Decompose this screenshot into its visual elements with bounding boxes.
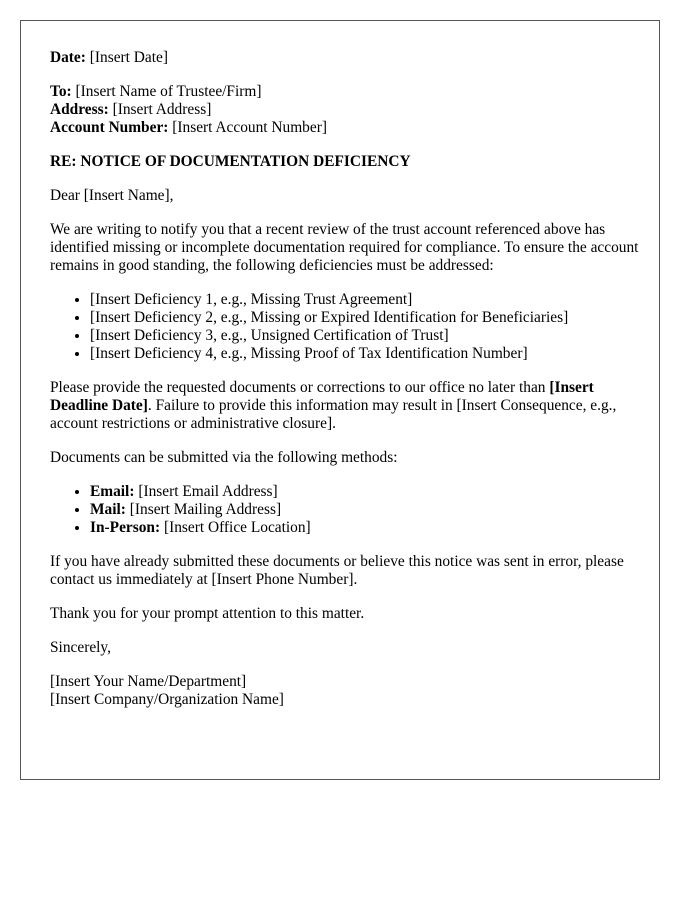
signature-name: [Insert Your Name/Department] (50, 673, 247, 690)
list-item: • [Insert Deficiency 2, e.g., Missing or Expired Identification for Beneficiaries] (90, 309, 640, 327)
deadline-text-after: . Failure to provide this information may result in [Insert Consequence, e.g., account restrictions or administrative closure]. (50, 397, 617, 432)
deficiency-list (50, 291, 640, 363)
method-label: In-Person: (90, 519, 161, 536)
deadline-text-before: Please provide the requested documents or corrections to our office no later than (50, 379, 550, 396)
method-value: [Insert Email Address] (134, 483, 278, 500)
to-value: [Insert Name of Trustee/Firm] (71, 83, 262, 100)
signature-block (50, 673, 640, 709)
salutation: Dear [Insert Name], (50, 187, 174, 204)
method-label: Mail: (90, 501, 126, 518)
address-label: Address: (50, 101, 109, 118)
recipient-block (50, 83, 640, 137)
method-value: [Insert Office Location] (160, 519, 311, 536)
account-value: [Insert Account Number] (168, 119, 327, 136)
subject-text: RE: NOTICE OF DOCUMENTATION DEFICIENCY (50, 153, 411, 170)
list-item (90, 519, 640, 537)
recipient-to (50, 83, 640, 101)
closing: Sincerely, (50, 639, 111, 656)
intro-paragraph: We are writing to notify you that a recent review of the trust account referenced above has identified missing or incomplete documentation required for compliance. To ensure the account remains in good standing, the following deficiencies must be addressed: (50, 221, 639, 274)
account-label: Account Number: (50, 119, 169, 136)
letter-content (50, 49, 640, 709)
address-value: [Insert Address] (108, 101, 212, 118)
letter-page (20, 20, 660, 780)
letter-date (50, 49, 640, 67)
subject-line (50, 153, 640, 171)
thanks-paragraph: Thank you for your prompt attention to this matter. (50, 605, 365, 622)
recipient-address (50, 101, 640, 119)
deadline-date: [Insert Deadline Date] (50, 379, 594, 414)
date-label: Date: (50, 49, 86, 66)
signature-organization: [Insert Company/Organization Name] (50, 691, 284, 708)
list-item: • [Insert Deficiency 3, e.g., Unsigned Certification of Trust] (90, 327, 640, 345)
list-item (90, 501, 640, 519)
error-note-paragraph: If you have already submitted these documents or believe this notice was sent in error, please contact us immediately at [Insert Phone Number]. (50, 553, 624, 588)
recipient-account (50, 119, 640, 137)
method-label: Email: (90, 483, 135, 500)
methods-intro: Documents can be submitted via the following methods: (50, 449, 398, 466)
list-item (90, 483, 640, 501)
method-value: [Insert Mailing Address] (125, 501, 282, 518)
list-item: • [Insert Deficiency 1, e.g., Missing Trust Agreement] (90, 291, 640, 309)
date-value: [Insert Date] (85, 49, 168, 66)
methods-list (50, 483, 640, 537)
to-label: To: (50, 83, 72, 100)
list-item: • [Insert Deficiency 4, e.g., Missing Proof of Tax Identification Number] (90, 345, 640, 363)
deadline-paragraph (50, 379, 640, 433)
